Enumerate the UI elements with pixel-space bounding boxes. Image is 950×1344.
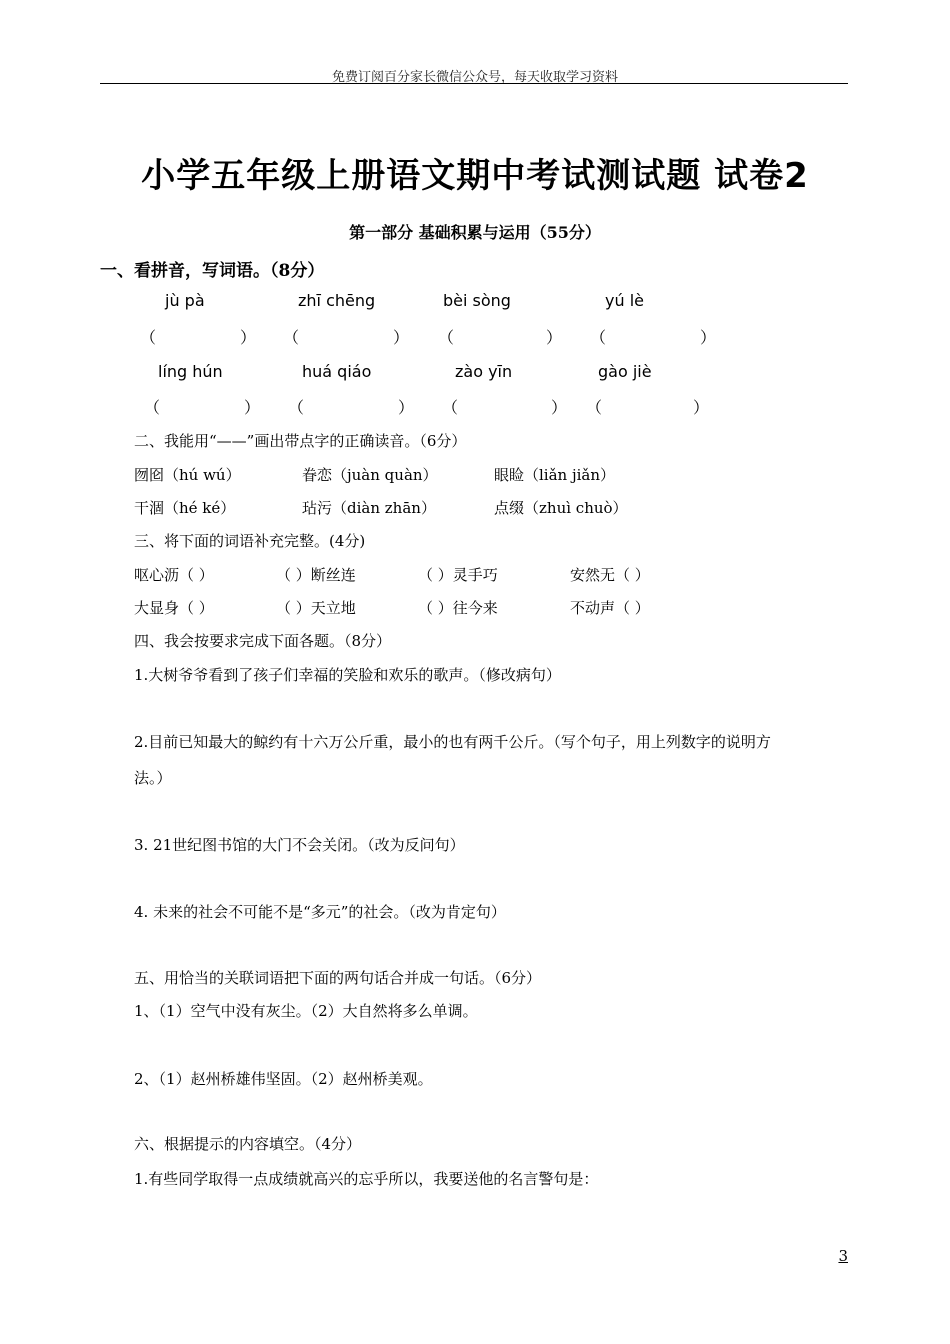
question-text: 4. 未来的社会不可能不是“多元”的社会。（改为肯定句）	[134, 903, 506, 921]
idiom-item: （ ）断丝连	[276, 566, 356, 584]
answer-bracket-close: ）	[693, 398, 710, 417]
idiom-item: （ ）天立地	[276, 599, 356, 617]
pinyin-item: líng hún	[158, 362, 223, 381]
idiom-item: 不动声（ ）	[570, 599, 650, 617]
answer-bracket-open: （	[442, 398, 459, 417]
header-rule	[100, 83, 848, 84]
question-text: 1.有些同学取得一点成绩就高兴的忘乎所以，我要送他的名言警句是：	[134, 1170, 599, 1188]
answer-bracket-close: ）	[398, 398, 415, 417]
question-text: 2.目前已知最大的鲸约有十六万公斤重，最小的也有两千公斤。（写个句子，用上列数字的说明方	[134, 733, 771, 751]
reading-item: 眼睑（liǎn jiǎn）	[494, 466, 616, 484]
question-text: 3. 21世纪图书馆的大门不会关闭。（改为反问句）	[134, 836, 465, 854]
question-text: 法。）	[134, 769, 172, 787]
idiom-item: 呕心沥（ ）	[134, 566, 214, 584]
pinyin-item: gào jiè	[598, 362, 652, 381]
reading-item: 点缀（zhuì chuò）	[494, 499, 628, 517]
answer-bracket-close: ）	[551, 398, 568, 417]
idiom-item: 安然无（ ）	[570, 566, 650, 584]
question-text: 1.大树爷爷看到了孩子们幸福的笑脸和欢乐的歌声。（修改病句）	[134, 666, 561, 684]
pinyin-item: zhī chēng	[298, 291, 376, 310]
answer-bracket-open: （	[438, 328, 455, 347]
question-text: 1、（1）空气中没有灰尘。（2）大自然将多么单调。	[134, 1002, 478, 1020]
idiom-item: （ ）往今来	[418, 599, 498, 617]
section-4-heading: 四、我会按要求完成下面各题。（8分）	[134, 632, 392, 650]
section-6-heading: 六、根据提示的内容填空。（4分）	[134, 1135, 362, 1153]
part-one-heading: 第一部分 基础积累与运用（55分）	[349, 223, 601, 242]
answer-bracket-open: （	[140, 328, 157, 347]
answer-bracket-close: ）	[393, 328, 410, 347]
reading-item: 玷污（diàn zhān）	[302, 499, 436, 517]
exam-title: 小学五年级上册语文期中考试测试题 试卷2	[141, 156, 809, 196]
answer-bracket-open: （	[144, 398, 161, 417]
answer-bracket-close: ）	[546, 328, 563, 347]
section-1-heading: 一、看拼音，写词语。（8分）	[100, 261, 325, 281]
answer-bracket-open: （	[283, 328, 300, 347]
pinyin-item: yú lè	[605, 291, 644, 310]
pinyin-item: bèi sòng	[443, 291, 511, 310]
reading-item: 干涸（hé ké）	[134, 499, 236, 517]
idiom-item: 大显身（ ）	[134, 599, 214, 617]
reading-item: 眷恋（juàn quàn）	[302, 466, 438, 484]
page-header-text: 免费订阅百分家长微信公众号，每天收取学习资料	[331, 70, 618, 85]
answer-bracket-open: （	[288, 398, 305, 417]
answer-bracket-open: （	[590, 328, 607, 347]
answer-bracket-open: （	[586, 398, 603, 417]
pinyin-item: huá qiáo	[302, 362, 372, 381]
idiom-item: （ ）灵手巧	[418, 566, 498, 584]
pinyin-item: jù pà	[165, 291, 205, 310]
answer-bracket-close: ）	[700, 328, 717, 347]
page-number: 3	[838, 1247, 848, 1265]
pinyin-item: zào yīn	[455, 362, 513, 381]
section-3-heading: 三、将下面的词语补充完整。(4分)	[134, 532, 366, 550]
answer-bracket-close: ）	[244, 398, 261, 417]
section-5-heading: 五、用恰当的关联词语把下面的两句话合并成一句话。（6分）	[134, 969, 542, 987]
reading-item: 囫囵（hú wú）	[134, 466, 241, 484]
answer-bracket-close: ）	[240, 328, 257, 347]
section-2-heading: 二、我能用“——”画出带点字的正确读音。（6分）	[134, 432, 467, 450]
question-text: 2、（1）赵州桥雄伟坚固。（2）赵州桥美观。	[134, 1070, 433, 1088]
